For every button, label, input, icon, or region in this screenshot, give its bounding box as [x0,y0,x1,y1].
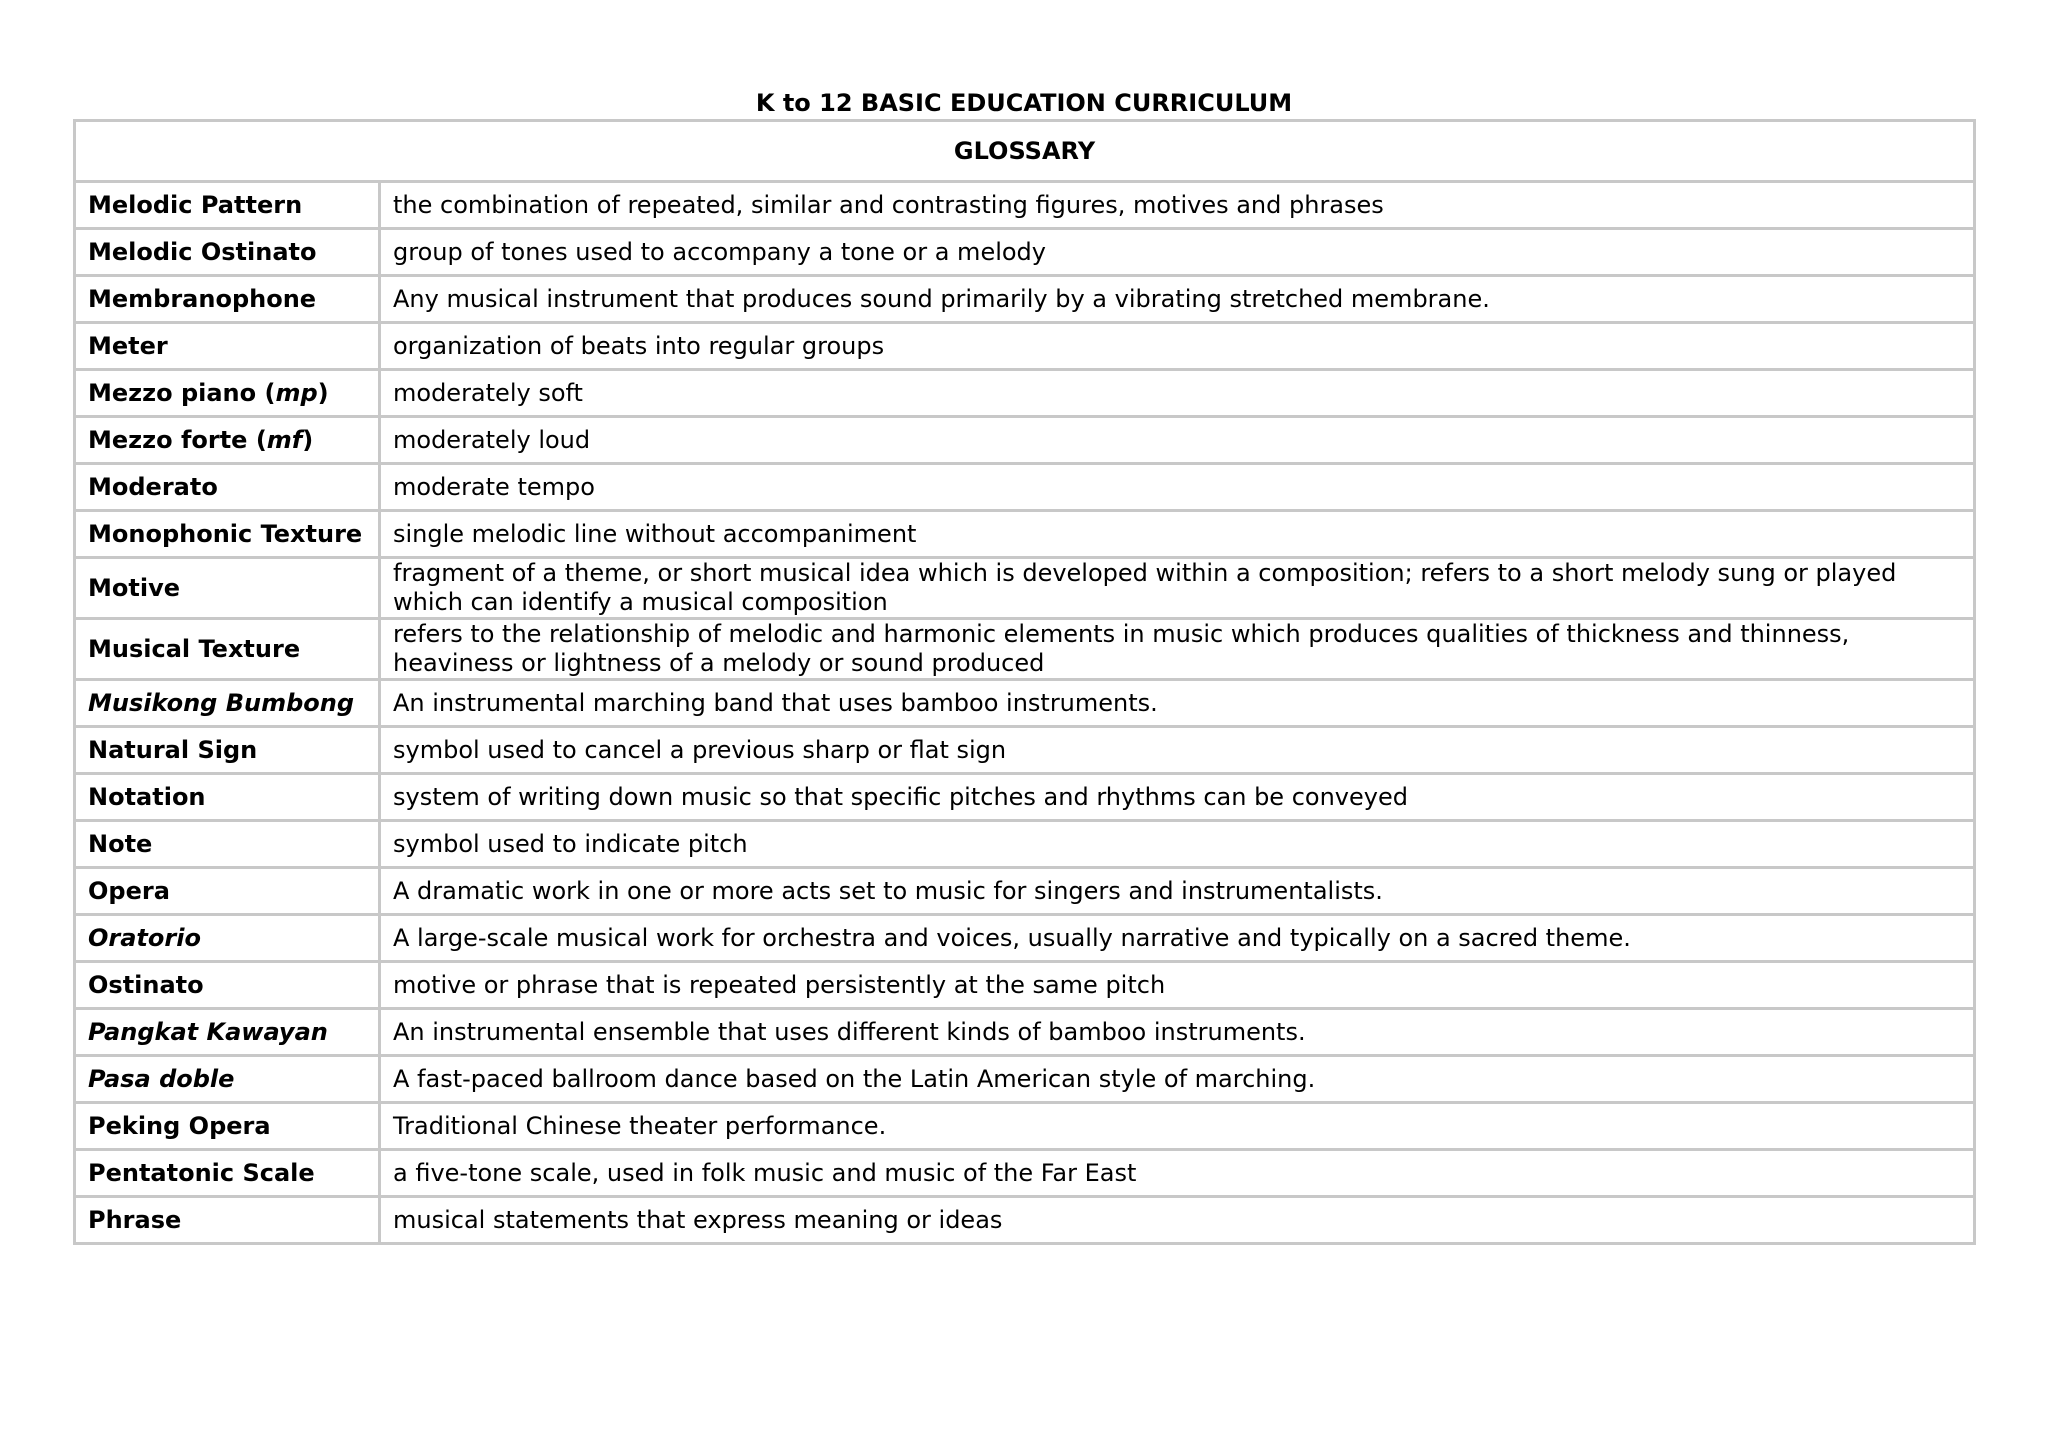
table-row [75,182,1975,229]
glossary-term: Note [75,821,380,868]
table-row [75,1009,1975,1056]
glossary-definition: moderately soft [380,370,1975,417]
glossary-term: Motive [75,558,380,619]
glossary-definition: organization of beats into regular groups [380,323,1975,370]
glossary-term: Melodic Pattern [75,182,380,229]
glossary-term: Membranophone [75,276,380,323]
glossary-definition: An instrumental marching band that uses bamboo instruments. [380,680,1975,727]
term-prefix: Mezzo forte ( [88,425,267,454]
table-row [75,1103,1975,1150]
table-row [75,464,1975,511]
table-row [75,1150,1975,1197]
glossary-definition: An instrumental ensemble that uses different kinds of bamboo instruments. [380,1009,1975,1056]
glossary-term: Pangkat Kawayan [75,1009,380,1056]
glossary-term: Notation [75,774,380,821]
glossary-term: Peking Opera [75,1103,380,1150]
glossary-term: Pentatonic Scale [75,1150,380,1197]
glossary-term: Moderato [75,464,380,511]
glossary-definition: Traditional Chinese theater performance. [380,1103,1975,1150]
glossary-term [75,417,380,464]
glossary-term: Natural Sign [75,727,380,774]
glossary-term: Musical Texture [75,619,380,680]
table-row [75,417,1975,464]
glossary-definition: single melodic line without accompaniment [380,511,1975,558]
table-row [75,323,1975,370]
table-row [75,1056,1975,1103]
table-row [75,915,1975,962]
table-row [75,727,1975,774]
glossary-definition: the combination of repeated, similar and contrasting figures, motives and phrases [380,182,1975,229]
table-row [75,511,1975,558]
table-row [75,1197,1975,1244]
glossary-definition: moderately loud [380,417,1975,464]
glossary-definition: symbol used to cancel a previous sharp or flat sign [380,727,1975,774]
glossary-definition: moderate tempo [380,464,1975,511]
term-abbreviation: mf [266,425,303,454]
glossary-table [73,119,1976,1245]
glossary-term: Melodic Ostinato [75,229,380,276]
glossary-definition: system of writing down music so that specific pitches and rhythms can be conveyed [380,774,1975,821]
glossary-term: Opera [75,868,380,915]
glossary-definition: motive or phrase that is repeated persistently at the same pitch [380,962,1975,1009]
glossary-term: Ostinato [75,962,380,1009]
table-row [75,962,1975,1009]
table-row [75,229,1975,276]
glossary-term: Monophonic Texture [75,511,380,558]
term-prefix: Mezzo piano ( [88,378,276,407]
table-row [75,680,1975,727]
glossary-term: Oratorio [75,915,380,962]
glossary-definition: refers to the relationship of melodic and harmonic elements in music which produces qualities of thickness and thinness, heaviness or lightness of a melody or sound produced [380,619,1975,680]
glossary-definition: group of tones used to accompany a tone or a melody [380,229,1975,276]
document-title: K to 12 BASIC EDUCATION CURRICULUM [755,89,1293,117]
glossary-header-row [75,121,1975,182]
table-row [75,868,1975,915]
term-abbreviation: mp [275,378,318,407]
glossary-term: Pasa doble [75,1056,380,1103]
table-row [75,370,1975,417]
glossary-definition: A large-scale musical work for orchestra and voices, usually narrative and typically on a sacred theme. [380,915,1975,962]
table-row [75,774,1975,821]
table-row [75,276,1975,323]
glossary-definition: A fast-paced ballroom dance based on the Latin American style of marching. [380,1056,1975,1103]
term-suffix: ) [317,378,329,407]
glossary-term: Musikong Bumbong [75,680,380,727]
glossary-definition: fragment of a theme, or short musical idea which is developed within a composition; refers to a short melody sung or played which can identify a musical composition [380,558,1975,619]
glossary-term: Phrase [75,1197,380,1244]
glossary-term: Meter [75,323,380,370]
term-suffix: ) [302,425,314,454]
table-row [75,619,1975,680]
glossary-header: GLOSSARY [75,121,1975,182]
glossary-definition: musical statements that express meaning or ideas [380,1197,1975,1244]
glossary-definition: a five-tone scale, used in folk music and music of the Far East [380,1150,1975,1197]
glossary-definition: symbol used to indicate pitch [380,821,1975,868]
glossary-definition: A dramatic work in one or more acts set to music for singers and instrumentalists. [380,868,1975,915]
glossary-definition: Any musical instrument that produces sound primarily by a vibrating stretched membrane. [380,276,1975,323]
table-row [75,558,1975,619]
glossary-term [75,370,380,417]
table-row [75,821,1975,868]
